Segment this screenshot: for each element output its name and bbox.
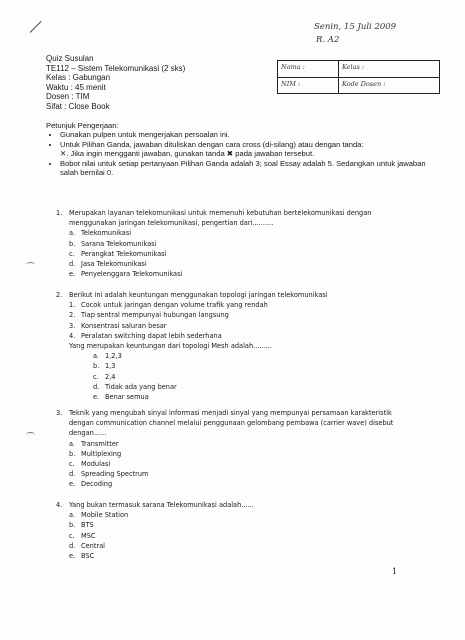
question-number: 1. — [56, 209, 63, 217]
instructions-heading: Petunjuk Pengerjaan: — [46, 121, 119, 130]
question-2 — [56, 290, 401, 402]
question-1 — [56, 208, 401, 279]
option-c[interactable]: c. Perangkat Telekomunikasi — [69, 249, 167, 258]
option-d[interactable]: d. Central — [69, 541, 106, 550]
question-3 — [56, 408, 401, 490]
question-4 — [56, 500, 401, 561]
instruction-item: • Untuk Pilihan Ganda, jawaban dituliskan dengan cara cross (di-silang) atau dengan tanda: — [60, 140, 426, 149]
lecturer-info: Dosen : TIM — [46, 92, 90, 102]
option-c[interactable]: c. MSC — [69, 531, 96, 540]
option-a[interactable]: a. Mobile Station — [69, 511, 129, 520]
instruction-item: • Gunakan pulpen untuk mengerjakan persoalan ini. — [60, 130, 426, 139]
course-name: TE112 – Sistem Telekomunikasi (2 sks) — [46, 63, 186, 73]
option-d[interactable]: d. Tidak ada yang benar — [93, 382, 177, 391]
option-b[interactable]: b. Sarana Telekomunikasi — [69, 239, 157, 248]
option-a[interactable]: a. Transmitter — [69, 439, 119, 448]
instructions — [46, 121, 426, 177]
margin-mark — [26, 432, 35, 438]
question-text: Berikut ini adalah keuntungan menggunakan topologi jaringan telekomunikasi — [69, 291, 328, 299]
option-c[interactable]: c. Modulasi — [69, 460, 111, 469]
pen-mark — [30, 21, 42, 33]
time-info: Waktu : 45 menit — [46, 82, 106, 92]
student-id-box — [277, 60, 440, 94]
question-number: 4. — [56, 501, 63, 509]
question-number: 3. — [56, 409, 63, 417]
nim-field[interactable]: NIM : — [281, 80, 301, 88]
exam-type-info: Sifat : Close Book — [46, 101, 110, 111]
option-a[interactable]: a. Telekomunikasi — [69, 229, 132, 238]
option-e[interactable]: e. Benar semua — [93, 393, 149, 402]
option-e[interactable]: e. Penyelenggara Telekomunikasi — [69, 270, 183, 279]
option-a[interactable]: a. 1,2,3 — [93, 352, 122, 361]
statement-item: 1. Cocok untuk jaringan dengan volume trafik yang rendah — [69, 301, 268, 310]
option-b[interactable]: b. 1,3 — [93, 362, 116, 371]
question-lead: Yang merupakan keuntungan dari topologi Mesh adalah......... — [69, 342, 272, 351]
statement-item: 4. Peralatan switching dapat lebih sederhana — [69, 331, 222, 340]
class-field[interactable]: Kelas : — [342, 63, 365, 71]
handwritten-room: R. A2 — [316, 35, 340, 45]
option-e[interactable]: e. Decoding — [69, 480, 113, 489]
lecturer-code-field[interactable]: Kode Dosen : — [342, 80, 386, 88]
margin-mark — [26, 262, 35, 268]
option-b[interactable]: b. Multiplexing — [69, 449, 122, 458]
statement-item: 3. Konsentrasi saluran besar — [69, 321, 167, 330]
instruction-item: • Bobot nilai untuk setiap pertanyaan Pilihan Ganda adalah 3; soal Essay adalah 5. Sedangkan untuk jawaban salah bernilai 0. — [60, 159, 426, 178]
class-info: Kelas : Gabungan — [46, 73, 111, 83]
option-c[interactable]: c. 2,4 — [93, 372, 116, 381]
question-number: 2. — [56, 291, 63, 299]
handwritten-date: Senin, 15 Juli 2009 — [314, 22, 397, 32]
name-field[interactable]: Nama : — [281, 63, 305, 71]
exam-title: Quiz Susulan — [46, 54, 94, 63]
instruction-sub: ✕. Jika ingin mengganti jawaban, gunakan tanda ✖ pada jawaban tersebut. — [60, 149, 315, 159]
statement-item: 2. Tiap sentral mempunyai hubungan langsung — [69, 311, 229, 320]
page-number: 1 — [392, 567, 398, 576]
option-d[interactable]: d. Jasa Telekomunikasi — [69, 260, 147, 269]
exam-header — [46, 54, 185, 112]
question-text: Teknik yang mengubah sinyal informasi menjadi sinyal yang mempunyai persamaan karakteristik dengan communication channel melalui penggunaan gelombang pembawa (carrier wave) disebut dengan...... — [69, 409, 394, 438]
option-b[interactable]: b. BTS — [69, 521, 94, 530]
question-text: Yang bukan termasuk sarana Telekomunikasi adalah...... — [69, 501, 254, 509]
option-e[interactable]: e. BSC — [69, 552, 95, 561]
option-d[interactable]: d. Spreading Spectrum — [69, 470, 149, 479]
question-text: Merupakan layanan telekomunikasi untuk memenuhi kebutuhan bertelekomunikasi dengan menggunakan jaringan telekomunikasi, pengertian dari.......... — [69, 209, 372, 228]
